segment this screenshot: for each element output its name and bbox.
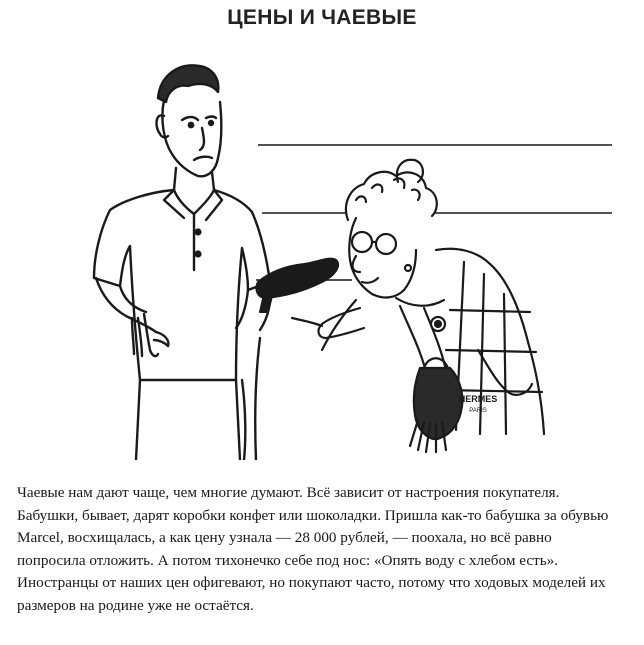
shop-assistant-figure [94, 65, 271, 460]
article-body: Чаевые нам дают чаще, чем многие думают. Всё зависит от настроения покупателя. Бабушки, бывает, дарят коробки конфет или шоколадки. Пришла как-то бабушка за обувью Marcel, восхищалась, а как цену узнала — 28 000 рублей, — поохала, но всё равно попросила отложить. А потом тихонечко себе под нос: «Опять воду с хлебом есть». Иностранцы от наших цен офигевают, но покупают часто, потому что ходовых моделей их размеров на родине уже не остаётся. [17, 484, 609, 614]
old-lady-figure [292, 160, 544, 452]
article-title: ЦЕНЫ И ЧАЕВЫЕ [227, 6, 417, 29]
scarf-city-label: PARIS [469, 408, 487, 414]
scarf-brand-label: HERMES [458, 394, 498, 404]
comic-illustration [60, 50, 620, 460]
